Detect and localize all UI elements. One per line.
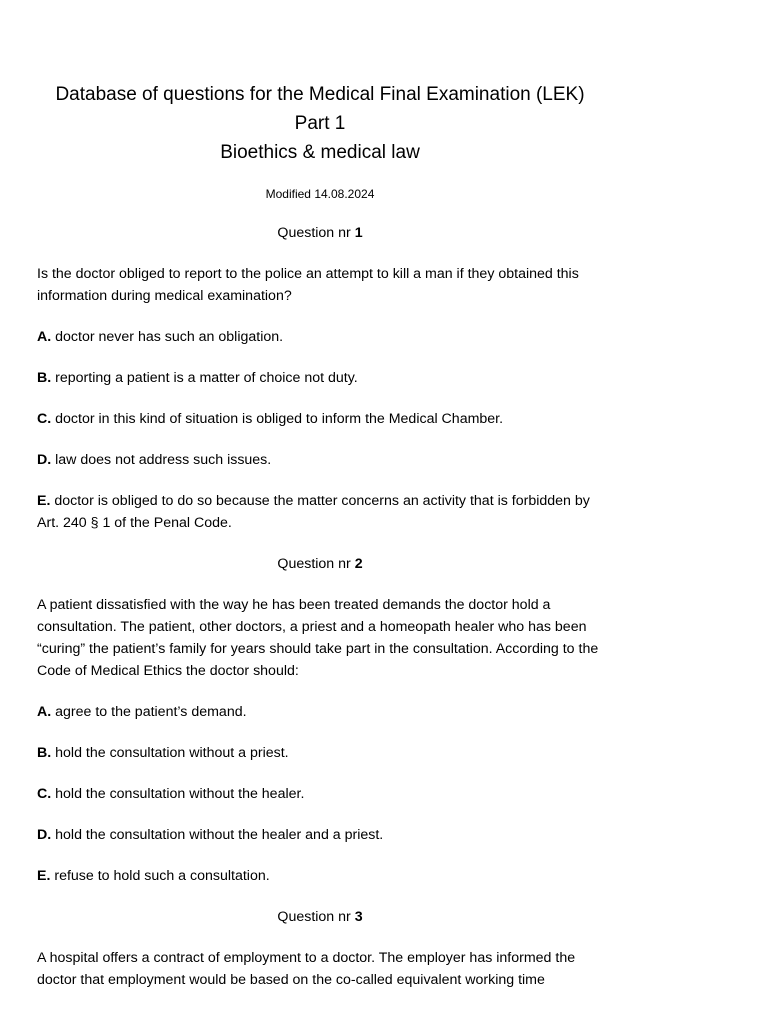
question-heading-prefix: Question nr bbox=[277, 556, 351, 572]
answer-option bbox=[37, 865, 612, 887]
option-text: doctor in this kind of situation is obliged to inform the Medical Chamber. bbox=[55, 411, 504, 427]
question-heading-prefix: Question nr bbox=[277, 225, 351, 241]
question-number: 2 bbox=[354, 556, 363, 572]
question-heading bbox=[37, 553, 603, 575]
answer-option bbox=[37, 408, 612, 430]
option-text: reporting a patient is a matter of choice not duty. bbox=[55, 370, 358, 386]
answer-option bbox=[37, 824, 612, 846]
question-heading bbox=[37, 906, 603, 928]
question-block bbox=[37, 553, 612, 887]
option-letter: A. bbox=[37, 704, 52, 720]
option-letter: A. bbox=[37, 329, 52, 345]
option-letter: D. bbox=[37, 452, 52, 468]
answer-option bbox=[37, 742, 612, 764]
option-letter: E. bbox=[37, 493, 51, 509]
question-text: Is the doctor obliged to report to the police an attempt to kill a man if they obtained this information during medical examination? bbox=[37, 266, 579, 304]
option-letter: C. bbox=[37, 786, 52, 802]
option-letter: B. bbox=[37, 745, 52, 761]
option-text: refuse to hold such a consultation. bbox=[54, 868, 270, 884]
option-text: doctor never has such an obligation. bbox=[55, 329, 284, 345]
question-heading-prefix: Question nr bbox=[277, 909, 351, 925]
questions-list bbox=[37, 222, 612, 1010]
title-line-part: Part 1 bbox=[294, 113, 346, 134]
question-text: A patient dissatisfied with the way he has been treated demands the doctor hold a consultation. The patient, other doctors, a priest and a homeopath healer who has been “curing” the patient’s family for years should take part in the consultation. According to the Code of Medical Ethics the doctor should: bbox=[37, 597, 599, 679]
question-number: 1 bbox=[354, 225, 363, 241]
option-text: agree to the patient’s demand. bbox=[55, 704, 247, 720]
document-title bbox=[0, 80, 640, 167]
option-text: law does not address such issues. bbox=[55, 452, 272, 468]
option-letter: D. bbox=[37, 827, 52, 843]
title-line-subject: Bioethics & medical law bbox=[220, 142, 420, 163]
title-line-main: Database of questions for the Medical Final Examination (LEK) bbox=[55, 84, 585, 105]
option-text: hold the consultation without the healer and a priest. bbox=[55, 827, 384, 843]
option-letter: C. bbox=[37, 411, 52, 427]
answer-option bbox=[37, 367, 612, 389]
option-letter: E. bbox=[37, 868, 51, 884]
answer-option bbox=[37, 701, 612, 723]
modified-date: Modified 14.08.2024 bbox=[265, 187, 375, 201]
option-text: hold the consultation without a priest. bbox=[55, 745, 289, 761]
answer-option bbox=[37, 783, 612, 805]
question-number: 3 bbox=[354, 909, 363, 925]
option-letter: B. bbox=[37, 370, 52, 386]
answer-option bbox=[37, 490, 612, 534]
option-text: doctor is obliged to do so because the matter concerns an activity that is forbidden by Art. 240 § 1 of the Penal Code. bbox=[37, 493, 590, 531]
question-block bbox=[37, 222, 612, 534]
option-text: hold the consultation without the healer. bbox=[55, 786, 305, 802]
answer-option bbox=[37, 449, 612, 471]
question-heading bbox=[37, 222, 603, 244]
question-text: A hospital offers a contract of employment to a doctor. The employer has informed the doctor that employment would be based on the co-called equivalent working time bbox=[37, 950, 576, 988]
question-block bbox=[37, 906, 612, 991]
answer-option bbox=[37, 326, 612, 348]
